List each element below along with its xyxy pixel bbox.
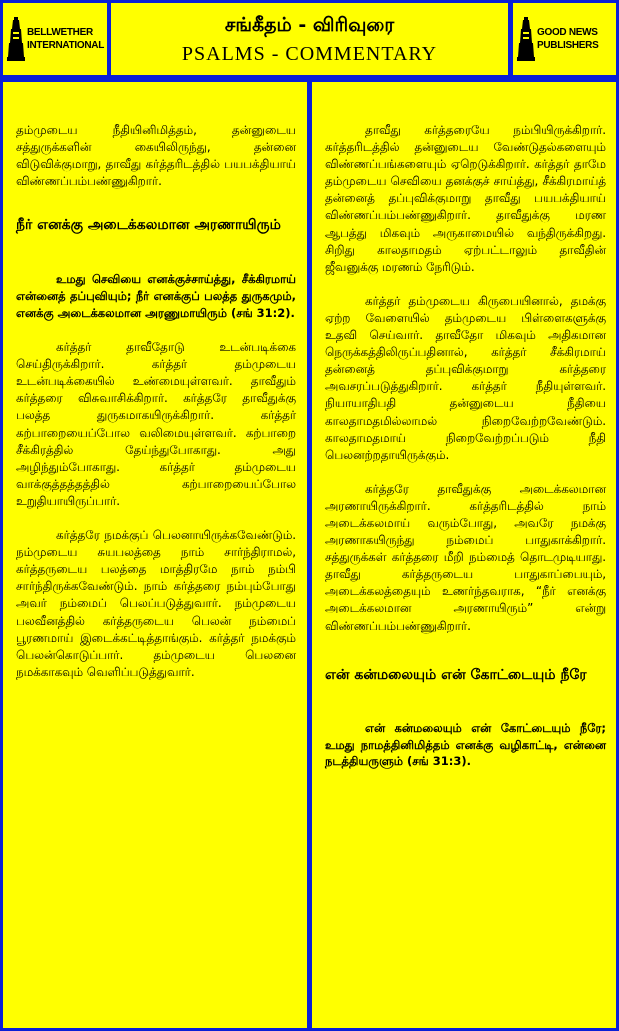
good-news-logo bbox=[513, 3, 616, 75]
title-tamil: சங்கீதம் - விரிவுரை bbox=[224, 14, 395, 36]
bellwether-logo bbox=[3, 3, 107, 75]
left-heading-1: நீர் எனக்கு அடைக்கலமான அரணாயிரும் bbox=[16, 217, 281, 234]
left-logo-line1: BELLWETHER bbox=[27, 27, 93, 38]
left-paragraph-3: கர்த்தரே நமக்குப் பெலனாயிருக்கவேண்டும். நம்முடைய சுயபலத்தை நாம் சார்ந்திராமல், கர்த்தருடைய பலத்தை மாத்திரமே நாம் நம்பி சார்ந்திருக்கவேண்டும். நாம் கர்த்தரை நம்பும்போது அவர் நம்மைப் பெலப்படுத்துவார். நம்முடைய பலவீனத்தில் கர்த்தருடைய பெலன் நம்மைப் பூரணமாய் இடைக்கட்டித்தாங்கும். கர்த்தர் நமக்கும் பெலன்கொடுப்பார். தம்முடைய பெலனை நமக்காகவும் வெளிப்படுத்துவார். bbox=[16, 528, 296, 679]
page-header bbox=[111, 3, 508, 75]
good-news-logo-icon bbox=[517, 17, 535, 61]
left-logo-line2: INTERNATIONAL bbox=[27, 40, 105, 51]
right-paragraph-1: தாவீது கர்த்தரையே நம்பியிருக்கிறார். கர்த்தரிடத்தில் தன்னுடைய வேண்டுதல்களையும் விண்ணப்பங்களையும் ஏறெடுக்கிறார். கர்த்தர் தாமே தம்முடைய செவியை தனக்குச் சாய்த்து, சீக்கிரமாய்த் தன்னைத் தப்புவிக்குமாறு தாவீது பயபக்தியாய் விண்ணப்பம்பண்ணுகிறார். தாவீதுக்கு மரண ஆபத்து மிகவும் அருகாமையில் வந்திருக்கிறது. சிறிது காலதாமதம் ஏற்பட்டாலும் தாவீதின் ஜீவனுக்கு மரணம் நேரிடும். bbox=[325, 123, 606, 274]
left-column bbox=[3, 82, 307, 1028]
left-verse-1: உமது செவியை எனக்குச்சாய்த்து, சீக்கிரமாய் என்னைத் தப்புவியும்; நீர் எனக்குப் பலத்த துருகமும், எனக்கு அடைக்கலமான அரணுமாயிரும் (சங் 31:2). bbox=[16, 272, 296, 321]
right-paragraph-3: கர்த்தரே தாவீதுக்கு அடைக்கலமான அரணாயிருக்கிறார். கர்த்தரிடத்தில் நாம் அடைக்கலமாய் வரும்போது, அவரே நமக்கு அரணாகயிருந்து நம்மைப் பாதுகாக்கிறார். சத்துருக்கள் கர்த்தரை மீறி நம்மைத் தொடமுடியாது. தாவீது கர்த்தருடைய பாதுகாப்பையும், அடைக்கலத்தையும் உணர்ந்தவராக, “நீர் எனக்கு அடைக்கலமான அரணாயிரும்” என்று விண்ணப்பம்பண்ணுகிறார். bbox=[325, 481, 606, 633]
right-column bbox=[312, 82, 616, 1028]
right-verse-1: என் கன்மலையும் என் கோட்டையும் நீரே; உமது நாமத்தினிமித்தம் எனக்கு வழிகாட்டி, என்னை நடத்தியருளும் (சங் 31:3). bbox=[325, 720, 606, 769]
right-paragraph-2: கர்த்தர் தம்முடைய கிருபையினால், தமக்கு ஏற்ற வேளையில் தம்முடைய பிள்ளைகளுக்கு உதவி செய்வார். தாவீதோ மிகவும் அதிகமான நெருக்கத்திலிருப்பதினால், கர்த்தர் சீக்கிரமாய் தன்னைத் தப்புவிக்குமாறு கர்த்தரை அவசரப்படுத்துகிறார். கர்த்தர் நீதியுள்ளவர். நியாயாதிபதி தன்னுடைய நீதியை காலதாமதமில்லாமல் நிறைவேற்றவேண்டும். காலதாமதமாய் நிறைவேற்றப்படும் நீதி பெலனற்றதாயிருக்கும். bbox=[325, 293, 606, 462]
bellwether-logo-icon bbox=[7, 17, 25, 61]
right-logo-line1: GOOD NEWS bbox=[537, 27, 598, 38]
left-paragraph-2: கர்த்தர் தாவீதோடு உடன்படிக்கை செய்திருக்கிறார். கர்த்தர் தம்முடைய உடன்படிக்கையில் உண்மையுள்ளவர். தாவீதும் கர்த்தரை விசுவாசிக்கிறார். கர்த்தரே தாவீதுக்கு பலத்த துருகமாகயிருக்கிறார். கர்த்தர் கற்பாறையைப்போல வலிமையுள்ளவர். கற்பாறை சீக்கிரத்தில் தேய்ந்துபோகாது. அது அழிந்தும்போகாது. கர்த்தர் தம்முடைய வாக்குத்தத்தத்தில் கற்பாறையைப்போல உறுதியாயிருப்பார். bbox=[16, 340, 296, 508]
right-heading-1: என் கன்மலையும் என் கோட்டையும் நீரே bbox=[325, 666, 587, 683]
title-english: PSALMS - COMMENTARY bbox=[181, 43, 438, 65]
left-paragraph-1: தம்முடைய நீதியினிமித்தம், தன்னுடைய சத்துருக்களின் கையிலிருந்து, தன்னை விடுவிக்குமாறு, தாவீது கர்த்தரிடத்தில் பயபக்தியாய் விண்ணப்பம்பண்ணுகிறார். bbox=[16, 123, 296, 189]
right-logo-line2: PUBLISHERS bbox=[537, 40, 599, 51]
